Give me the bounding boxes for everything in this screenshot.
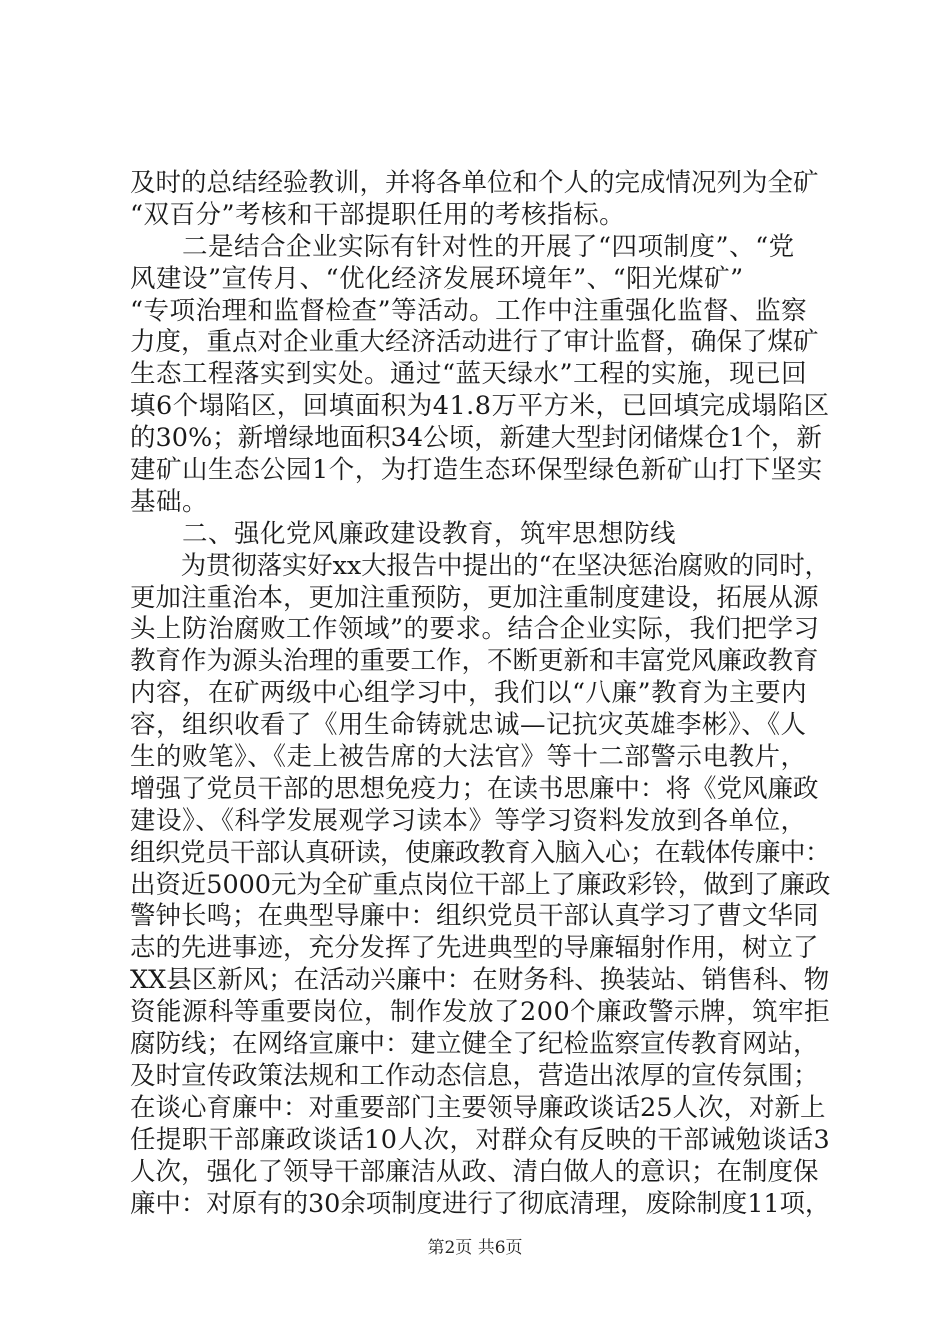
text-line: 腐防线；在网络宣廉中：建立健全了纪检监察宣传教育网站，: [130, 1029, 819, 1060]
text-line: 填6个塌陷区，回填面积为41.8万平方米，已回填完成塌陷区: [130, 391, 830, 422]
text-line: 力度，重点对企业重大经济活动进行了审计监督，确保了煤矿: [130, 327, 819, 358]
text-line: 资能源科等重要岗位，制作发放了200个廉政警示牌，筑牢拒: [130, 997, 831, 1028]
text-line: 及时宣传政策法规和工作动态信息，营造出浓厚的宣传氛围；: [130, 1060, 819, 1091]
text-line: 建矿山生态公园1个，为打造生态环保型绿色新矿山打下坚实: [130, 455, 823, 486]
text-line: 警钟长鸣；在典型导廉中：组织党员干部认真学习了曹文华同: [130, 901, 819, 932]
text-line: 志的先进事迹，充分发挥了先进典型的导廉辐射作用，树立了: [130, 933, 819, 964]
text-line: 组织党员干部认真研读，使廉政教育入脑入心；在载体传廉中：: [130, 837, 831, 868]
text-line: “双百分”考核和干部提职任用的考核指标。: [130, 199, 626, 230]
text-line: 二、强化党风廉政建设教育，筑牢思想防线: [130, 518, 677, 549]
text-line: 建设》、《科学发展观学习读本》等学习资料发放到各单位，: [130, 805, 807, 836]
text-line: 内容，在矿两级中心组学习中，我们以“八廉”教育为主要内: [130, 678, 808, 709]
text-line: 教育作为源头治理的重要工作，不断更新和丰富党风廉政教育: [130, 646, 819, 677]
text-line: “专项治理和监督检查”等活动。工作中注重强化监督、监察: [130, 295, 808, 326]
page-footer: 第2页 共6页: [427, 1238, 523, 1258]
text-line: XX县区新风；在活动兴廉中：在财务科、换装站、销售科、物: [130, 965, 830, 996]
text-line: 更加注重治本，更加注重预防，更加注重制度建设，拓展从源: [130, 582, 819, 613]
text-line: 在谈心育廉中：对重要部门主要领导廉政谈话25人次，对新上: [130, 1092, 826, 1123]
text-line: 增强了党员干部的思想免疫力；在读书思廉中：将《党风廉政: [130, 773, 819, 804]
text-line: 及时的总结经验教训，并将各单位和个人的完成情况列为全矿: [130, 168, 819, 198]
text-line: 二是结合企业实际有针对性的开展了“四项制度”、“党: [130, 231, 795, 262]
text-line: 生态工程落实到实处。通过“蓝天绿水”工程的实施，现已回: [130, 359, 808, 390]
text-line: 出资近5000元为全矿重点岗位干部上了廉政彩铃，做到了廉政: [130, 869, 831, 900]
text-line: 容，组织收看了《用生命铸就忠诚—记抗灾英雄李彬》、《人: [130, 710, 807, 741]
text-line: 风建设”宣传月、“优化经济发展环境年”、“阳光煤矿”: [130, 263, 744, 294]
text-line: 基础。: [130, 486, 209, 517]
text-line: 廉中：对原有的30余项制度进行了彻底清理，废除制度11项，: [130, 1188, 831, 1219]
text-line: 的30%；新增绿地面积34公顷，新建大型封闭储煤仓1个，新: [130, 423, 822, 454]
text-line: 任提职干部廉政谈话10人次，对群众有反映的干部诫勉谈话3: [130, 1124, 831, 1155]
document-body: [130, 168, 830, 1220]
text-line: 头上防治腐败工作领域”的要求。结合企业实际，我们把学习: [130, 614, 820, 645]
text-line: 生的败笔》、《走上被告席的大法官》等十二部警示电教片，: [130, 742, 807, 773]
text-line: 为贯彻落实好xx大报告中提出的“在坚决惩治腐败的同时，: [130, 550, 830, 581]
text-line: 人次，强化了领导干部廉洁从政、清白做人的意识；在制度保: [130, 1156, 819, 1187]
